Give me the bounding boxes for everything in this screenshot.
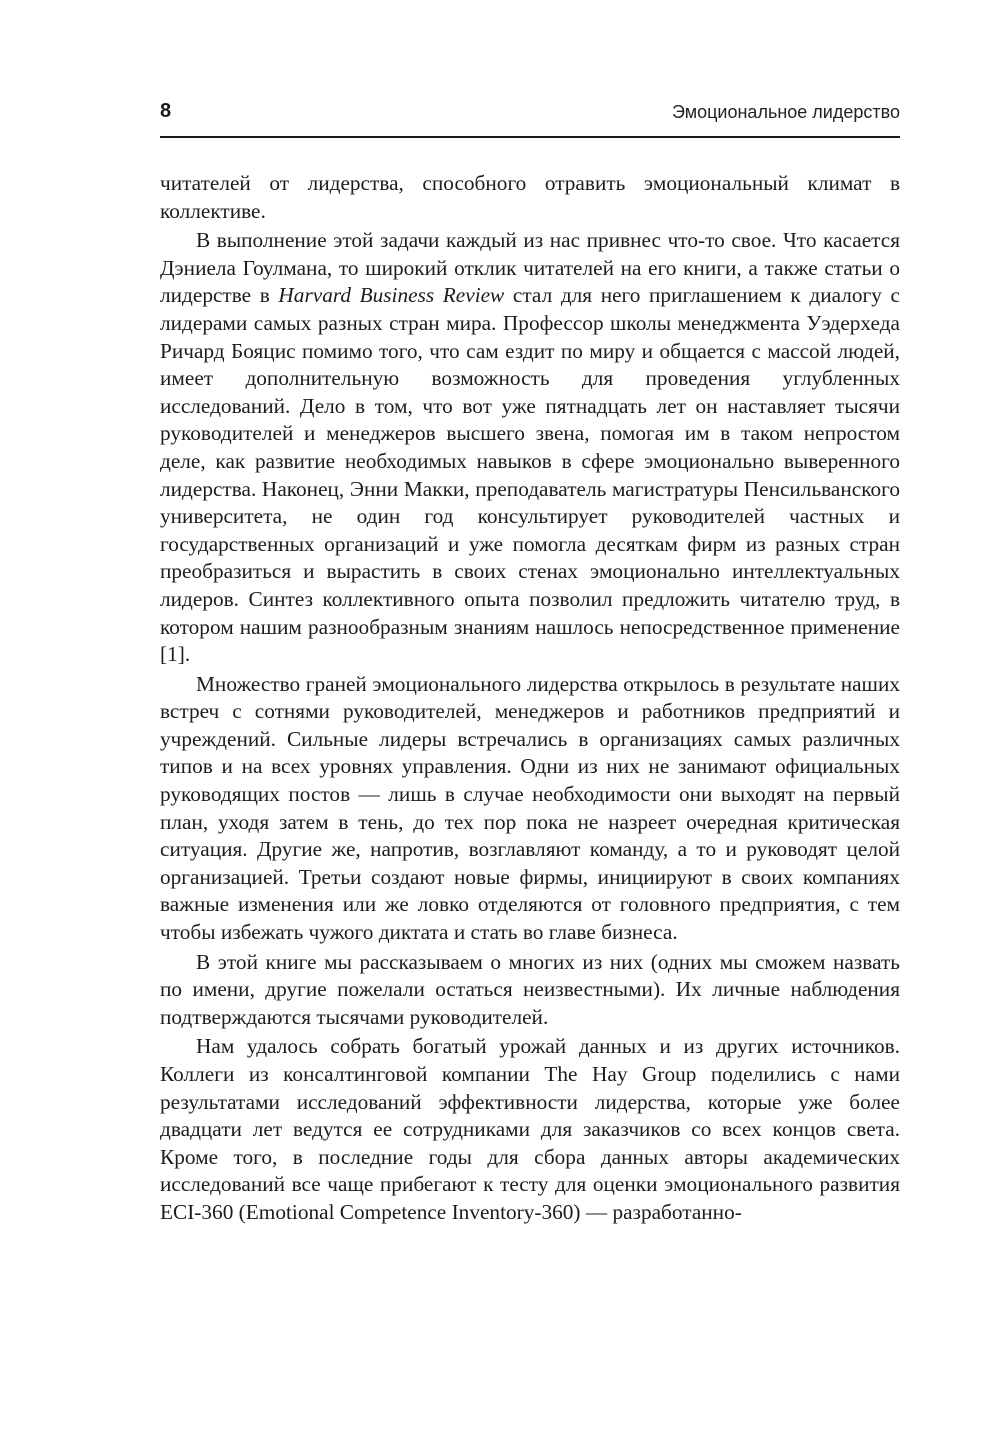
journal-title: Harvard Business Review [278, 283, 505, 308]
running-header [160, 98, 900, 138]
paragraph [160, 227, 900, 669]
running-title: Эмоциональное лидерство [672, 102, 900, 122]
paragraph: читателей от лидерства, способного отравить эмоциональный климат в коллективе. [160, 171, 900, 223]
paragraph: В этой книге мы рассказываем о многих из них (одних мы сможем назвать по имени, другие пожелали остаться неизвестными). Их личные наблюдения подтверждаются тысячами руководителей. [160, 949, 900, 1029]
body-text [160, 170, 900, 1227]
page-number: 8 [160, 100, 172, 122]
paragraph: Множество граней эмоционального лидерства открылось в результате наших встреч с сотнями руководителей, менеджеров и работников предприятий и учреждений. Сильные лидеры встречались в организациях самых различных типов и на всех уровнях управления. Одни из них не занимают официальных руководящих постов — лишь в случае необходимости они выходят на первый план, уходя затем в тень, до тех пор пока не назреет очередная критическая ситуация. Другие же, напротив, возглавляют команду, а то и руководят целой организацией. Третьи создают новые фирмы, инициируют в своих компаниях важные изменения или же ловко отделяются от головного предприятия, с тем чтобы избежать чужого диктата и стать во главе бизнеса. [160, 671, 900, 945]
paragraph: Нам удалось собрать богатый урожай данных и из других источников. Коллеги из консалтинговой компании The Hay Group поделились с нами результатами исследований эффективности лидерства, которые уже более двадцати лет ведутся ее сотрудниками для заказчиков со всех концов света. Кроме того, в последние годы для сбора данных авторы академических исследований все чаще прибегают к тесту для оценки эмоционального развития ECI-360 (Emotional Competence Inventory-360) — разработанно- [160, 1034, 900, 1224]
paragraph-text: В выполнение этой задачи каждый из нас привнес что-то свое. Что касается Дэниела Гоулмана, то широкий отклик читателей на его книги, а также статьи о лидерстве в [160, 228, 900, 308]
paragraph-text: стал для него приглашением к диалогу с лидерами самых разных стран мира. Профессор школы менеджмента Уэдерхеда Ричард Бояцис помимо того, что сам ездит по миру и общается с массой людей, имеет дополнительную возможность для проведения углубленных исследований. Дело в том, что вот уже пятнадцать лет он наставляет тысячи руководителей и менеджеров высшего звена, помогая им в таком непростом деле, как развитие необходимых навыков в сфере эмоционально выверенного лидерства. Наконец, Энни Макки, преподаватель магистратуры Пенсильванского университета, не один год консультирует руководителей частных и государственных организаций и уже помогла десяткам фирм из разных стран преобразиться и вырастить в своих стенах эмоционально интеллектуальных лидеров. Синтез коллективного опыта позволил предложить читателю труд, в котором нашим разнообразным знаниям нашлось непосредственное применение [1]. [160, 283, 901, 667]
